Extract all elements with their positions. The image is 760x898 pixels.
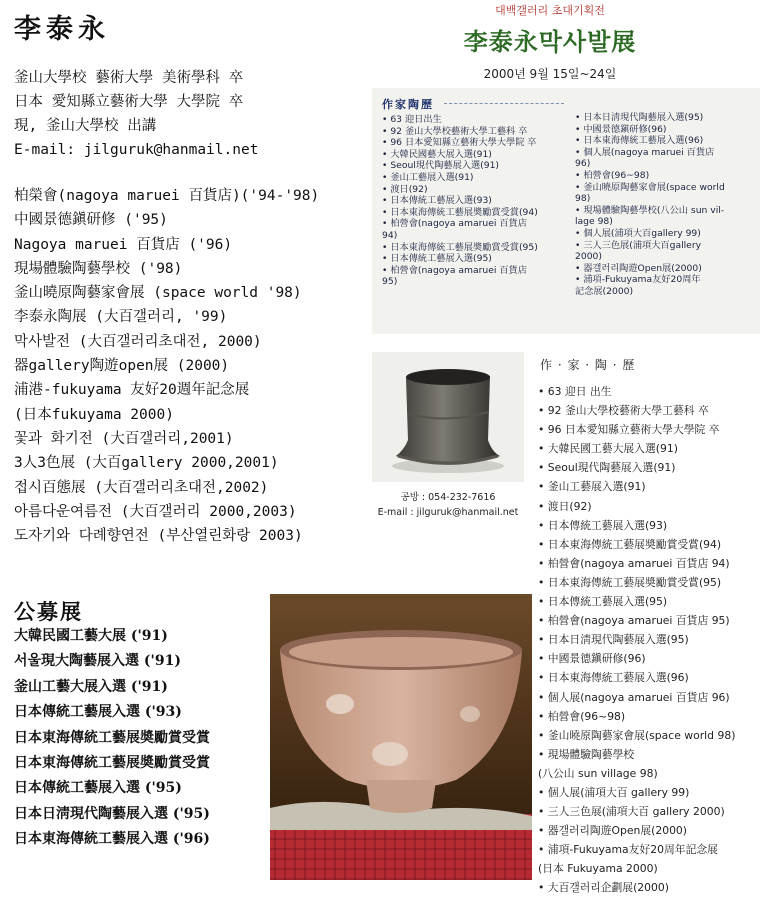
cv-line: • 柏營會(96~98)	[575, 169, 650, 181]
cv-line: • 63 迎日出生	[382, 114, 442, 125]
history-item: • 中國景德鎭研修(96)	[538, 652, 646, 666]
cv-line: • 大韓民國藝大展入選(91)	[382, 148, 492, 160]
competition-item: 日本東海傳統工藝展奬勵賞受賞	[14, 755, 210, 772]
heading-divider	[444, 103, 564, 104]
history-item: • 個人展(nagoya amaruei 百貨店 96)	[538, 690, 730, 704]
history-item: • Seoul現代陶藝展入選(91)	[538, 461, 676, 475]
history-item: • 柏營會(nagoya amaruei 百貨店 94)	[538, 556, 730, 570]
cv-line: • 日本傳統工藝展入選(95)	[382, 253, 492, 265]
studio-email: E-mail : jilguruk@hanmail.net	[377, 507, 519, 518]
education-line: 釜山大學校 藝術大學 美術學科 卒	[14, 70, 244, 86]
cv-line: • 日本東海傳統工藝展奬勵賞受賞(94)	[382, 206, 538, 218]
history-item: • 渡日(92)	[538, 499, 592, 513]
ceramic-vessel-photo	[372, 352, 524, 482]
cv-line: • 柏營會(nagoya amaruei 百貨店	[382, 264, 527, 276]
history-item: • 個人展(浦項大百 gallery 99)	[538, 785, 690, 799]
competition-item: 日本傳統工藝展入選 ('93)	[14, 704, 182, 721]
exhibition-item: 꽃과 화기전 (大百갤러리,2001)	[14, 430, 234, 447]
history-item: (八公山 sun village 98)	[538, 766, 658, 780]
competitions-heading: 公募展	[14, 599, 83, 624]
history-item: • 日本東海傳統工藝展奬勵賞受賞(94)	[538, 537, 722, 551]
competitions-list	[14, 624, 276, 853]
poster-subtitle: 대백갤러리 초대기획전	[495, 4, 605, 17]
history-item: • 大韓民國工藝大展入選(91)	[538, 442, 678, 456]
history-item: • 96 日本愛知縣立藝術大學大學院 卒	[538, 423, 720, 437]
cv-line: • 釜山工藝展入選(91)	[382, 171, 474, 183]
history-item: • 柏營會(96~98)	[538, 709, 626, 723]
small-cv-panel	[372, 88, 760, 334]
poster-date: 2000년 9월 15일~24일	[483, 67, 617, 81]
competition-item: 大韓民國工藝大展 ('91)	[14, 628, 168, 644]
cv-line: 2000)	[575, 251, 602, 263]
history-item: • 三人三色展(浦項大百 gallery 2000)	[538, 805, 725, 819]
cv-line: 98)	[575, 193, 591, 205]
exhibition-item: 李泰永陶展 (大百갤러리, '99)	[14, 309, 228, 326]
exhibition-item: 中國景德鎭研修 ('95)	[14, 212, 168, 229]
cv-line: • 柏營會(nagoya amaruei 百貨店	[382, 218, 527, 230]
exhibition-item: 釜山曉原陶藝家會展 (space world '98)	[14, 285, 302, 302]
cv-line: • 日本傳統工藝展入選(93)	[382, 195, 492, 207]
exhibition-item: 막사발전 (大百갤러리초대전, 2000)	[14, 333, 262, 350]
history-item: • 日本傳統工藝展入選(95)	[538, 595, 668, 609]
artist-profile	[14, 8, 370, 548]
history-item: • 日本東海傳統工藝展奬勵賞受賞(95)	[538, 575, 722, 589]
email-line: E-mail: jilguruk@hanmail.net	[14, 142, 259, 158]
cv-line: • 浦項-Fukuyama友好20周年	[575, 274, 701, 286]
artist-name: 李泰永	[14, 14, 110, 45]
history-item: • 釜山工藝展入選(91)	[538, 480, 646, 494]
cv-line: • 渡日(92)	[382, 183, 428, 195]
cv-line: • 日本東海傳統工藝展奬勵賞受賞(95)	[382, 241, 538, 253]
tea-bowl-photo	[270, 594, 532, 880]
cv-line: • 96 日本愛知縣立藝術大學大學院 卒	[382, 137, 537, 149]
competition-item: 日本日淸現代陶藝展入選 ('95)	[14, 805, 210, 822]
exhibition-item: Nagoya maruei 百貨店 ('96)	[14, 236, 233, 253]
cv-line: • 器갤러리陶遊Open展(2000)	[575, 262, 702, 274]
cv-line: • 日本日淸現代陶藝展入選(95)	[575, 112, 704, 123]
history-item: • 浦項-Fukuyama友好20周年記念展	[538, 843, 718, 857]
small-cv-heading: 作家陶歷	[382, 98, 434, 111]
cv-heading: 作 · 家 · 陶 · 歷	[540, 358, 636, 372]
cv-line: lage 98)	[575, 216, 613, 228]
studio-phone: 공방 : 054-232-7616	[400, 492, 496, 503]
studio-contact	[372, 490, 524, 520]
poster-header	[440, 0, 660, 82]
exhibition-item: 浦港-fukuyama 友好20週年記念展	[14, 382, 250, 399]
exhibition-item: 아름다운여름전 (大百갤러리 2000,2003)	[14, 503, 297, 520]
cv-line: 記念展(2000)	[575, 285, 634, 297]
cv-line: • 日本東海傳統工藝展入選(96)	[575, 135, 704, 147]
small-cv-column-2	[575, 112, 757, 298]
cv-line: • 中國景德鎭研修(96)	[575, 123, 667, 135]
cv-line: 95)	[382, 276, 398, 288]
education-line: 現, 釜山大學校 出講	[14, 118, 157, 134]
history-item: • 大百갤러리企劃展(2000)	[538, 881, 669, 895]
history-item: • 日本傳統工藝展入選(93)	[538, 518, 668, 532]
history-item: • 日本東海傳統工藝展入選(96)	[538, 671, 689, 685]
history-item: • 63 迎日 出生	[538, 385, 612, 398]
exhibition-item: 現場體驗陶藝學校 ('98)	[14, 260, 183, 277]
exhibition-item: 접시百態展 (大百갤러리초대전,2002)	[14, 479, 269, 496]
exhibition-item: 柏榮會(nagoya maruei 百貨店)('94-'98)	[14, 188, 320, 204]
exhibition-item: 도자기와 다례향연전 (부산열린화랑 2003)	[14, 528, 303, 545]
history-item: • 釜山曉原陶藝家會展(space world 98)	[538, 728, 736, 742]
cv-line: • 個人展(nagoya maruei 百貨店	[575, 146, 715, 158]
cv-line: • 個人展(浦項大百gallery 99)	[575, 227, 701, 239]
exhibition-list	[14, 184, 370, 548]
history-item: • 日本日淸現代陶藝展入選(95)	[538, 633, 689, 647]
history-item: • 器갤러리陶遊Open展(2000)	[538, 824, 688, 838]
cv-line: 96)	[575, 158, 591, 170]
exhibition-item: 器gallery陶遊open展 (2000)	[14, 358, 230, 375]
history-item: • 柏營會(nagoya amaruei 百貨店 95)	[538, 614, 730, 628]
competition-item: 釜山工藝大展入選 ('91)	[14, 678, 168, 695]
competition-item: 日本東海傳統工藝展奬勵賞受賞	[14, 729, 210, 746]
competition-item: 日本東海傳統工藝展入選 ('96)	[14, 831, 210, 848]
poster-title: 李泰永막사발展	[463, 27, 637, 56]
history-item: • 現場體驗陶藝學校	[538, 747, 635, 761]
cv-line: • 釜山曉原陶藝家會展(space world	[575, 181, 725, 193]
history-item: • 92 釜山大學校藝術大學工藝科 卒	[538, 404, 709, 418]
competition-item: 서울現大陶藝展入選 ('91)	[14, 653, 181, 670]
education-list	[14, 66, 370, 162]
cv-line: • 92 釜山大學校藝術大學工藝科 卒	[382, 125, 528, 137]
exhibition-item: 3人3色展 (大百gallery 2000,2001)	[14, 455, 279, 472]
artist-history-list	[538, 382, 760, 898]
history-item: (日本 Fukuyama 2000)	[538, 862, 658, 876]
cv-line: • 三人三色展(浦項大百gallery	[575, 239, 702, 251]
education-line: 日本 愛知縣立藝術大學 大學院 卒	[14, 94, 244, 110]
competition-item: 日本傳統工藝展入選 ('95)	[14, 780, 182, 797]
small-cv-column-1	[382, 114, 572, 288]
cv-line: • Seoul現代陶藝展入選(91)	[382, 160, 499, 172]
vessel-image	[372, 352, 524, 482]
tea-bowl-image	[270, 594, 532, 880]
cv-line: 94)	[382, 229, 398, 241]
cv-line: • 現場體驗陶藝學校(八公山 sun vil-	[575, 204, 725, 216]
exhibition-item: (日本fukuyama 2000)	[14, 406, 174, 423]
